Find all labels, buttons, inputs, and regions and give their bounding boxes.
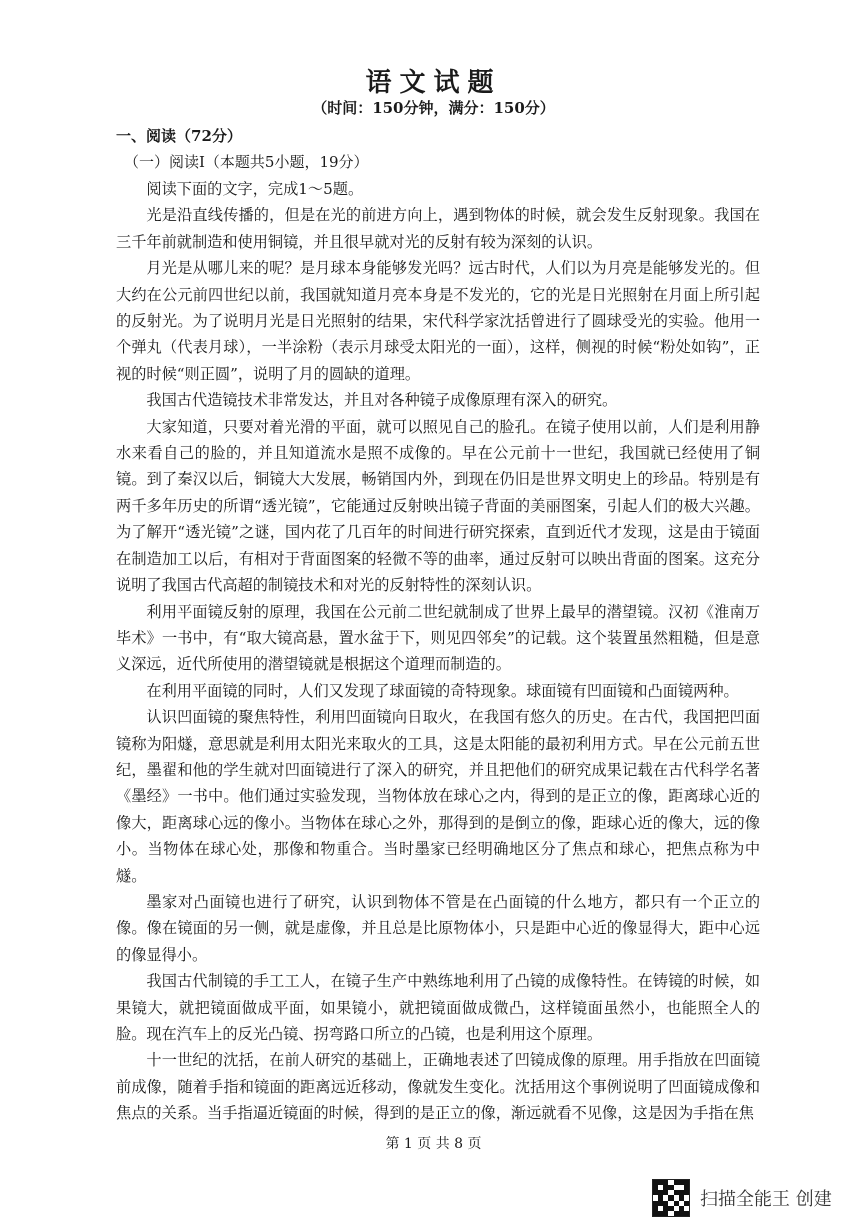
paragraph: 在利用平面镜的同时，人们又发现了球面镜的奇特现象。球面镜有凹面镜和凸面镜两种。	[146, 681, 739, 700]
paragraph: 光是沿直线传播的，但是在光的前进方向上，遇到物体的时候，就会发生反射现象。我国在三千年前就制造和使用铜镜，并且很早就对光的反射有较为深刻的认识。	[116, 206, 760, 251]
paragraph: 利用平面镜反射的原理，我国在公元前二世纪就制成了世界上最早的潜望镜。汉初《淮南万毕术》一书中，有“取大镜高悬，置水盆于下，则见四邻矣”的记载。这个装置虽然粗糙，但是意义深远，近代所使用的潜望镜就是根据这个道理而制造的。	[116, 602, 760, 674]
exam-subtitle: （时间：150分钟，满分：150分）	[312, 99, 555, 117]
paragraph: 我国古代制镜的手工工人，在镜子生产中熟练地利用了凸镜的成像特性。在铸镜的时候，如果镜大，就把镜面做成平面，如果镜小，就把镜面做成微凸，这样镜面虽然小，也能照全人的脸。现在汽车上的反光凸镜、拐弯路口所立的凸镜，也是利用这个原理。	[116, 972, 760, 1043]
paragraph: 我国古代造镜技术非常发达，并且对各种镜子成像原理有深入的研究。	[146, 391, 618, 410]
paragraph: 月光是从哪儿来的呢？是月球本身能够发光吗？远古时代，人们以为月亮是能够发光的。但大约在公元前四世纪以前，我国就知道月亮本身是不发光的，它的光是日光照射在月面上所引起的反射光。为了说明月光是日光照射的结果，宋代科学家沈括曾进行了圆球受光的实验。他用一个弹丸（代表月球），一半涂粉（表示月球受太阳光的一面），这样，侧视的时候“粉处如钩”，正视的时候“则正圆”，说明了月的圆缺的道理。	[116, 259, 760, 383]
paragraph: 大家知道，只要对着光滑的平面，就可以照见自己的脸孔。在镜子使用以前，人们是利用静水来看自己的脸的，并且知道流水是照不成像的。早在公元前十一世纪，我国就已经使用了铜镜。到了秦汉以后，铜镜大大发展，畅销国内外，到现在仍旧是世界文明史上的珍品。特别是有两千多年历史的所谓“透光镜”，它能通过反射映出镜子背面的美丽图案，引起人们的极大兴趣。为了解开“透光镜”之谜，国内花了几百年的时间进行研究探索，直到近代才发现，这是由于镜面在制造加工以后，有相对于背面图案的轻微不等的曲率，通过反射可以映出背面的图案。这充分说明了我国古代高超的制镜技术和对光的反射特性的深刻认识。	[116, 417, 760, 595]
reading-passage	[116, 176, 760, 1127]
page-footer: 第 1 页 共 8 页	[385, 1136, 482, 1152]
paragraph: 认识凹面镜的聚焦特性，利用凹面镜向日取火，在我国有悠久的历史。在古代，我国把凹面镜称为阳燧，意思就是利用太阳光来取火的工具，这是太阳能的最初利用方式。早在公元前五世纪，墨翟和他的学生就对凹面镜进行了深入的研究，并且把他们的研究成果记载在古代科学名著《墨经》一书中。他们通过实验发现，当物体放在球心之内，得到的是正立的像，距离球心近的像大，距离球心远的像小。当物体在球心之外，那得到的是倒立的像，距球心近的像大，远的像小。当物体在球心处，那像和物重合。当时墨家已经明确地区分了焦点和球心，把焦点称为中燧。	[116, 708, 760, 885]
watermark-text: 扫描全能王 创建	[700, 1189, 832, 1210]
paragraph: 墨家对凸面镜也进行了研究，认识到物体不管是在凸面镜的什么地方，都只有一个正立的像。像在镜面的另一侧，就是虚像，并且总是比原物体小，只是距中心近的像显得大，距中心远的像显得小。	[116, 892, 760, 964]
paragraph: 十一世纪的沈括，在前人研究的基础上，正确地表述了凹镜成像的原理。用手指放在凹面镜前成像，随着手指和镜面的距离远近移动，像就发生变化。沈括用这个事例说明了凹面镜成像和焦点的关系。当手指逼近镜面的时候，得到的是正立的像，渐远就看不见像，这是因为手指在焦	[116, 1051, 760, 1123]
subsection-heading: （一）阅读Ⅰ（本题共5小题，19分）	[124, 153, 369, 171]
page-title: 语文试题	[365, 68, 502, 98]
paragraph-instruction: 阅读下面的文字，完成1～5题。	[146, 180, 364, 198]
qr-code-icon	[652, 1179, 690, 1217]
scanner-watermark	[652, 1178, 832, 1218]
section-heading: 一、阅读（72分）	[116, 127, 242, 145]
